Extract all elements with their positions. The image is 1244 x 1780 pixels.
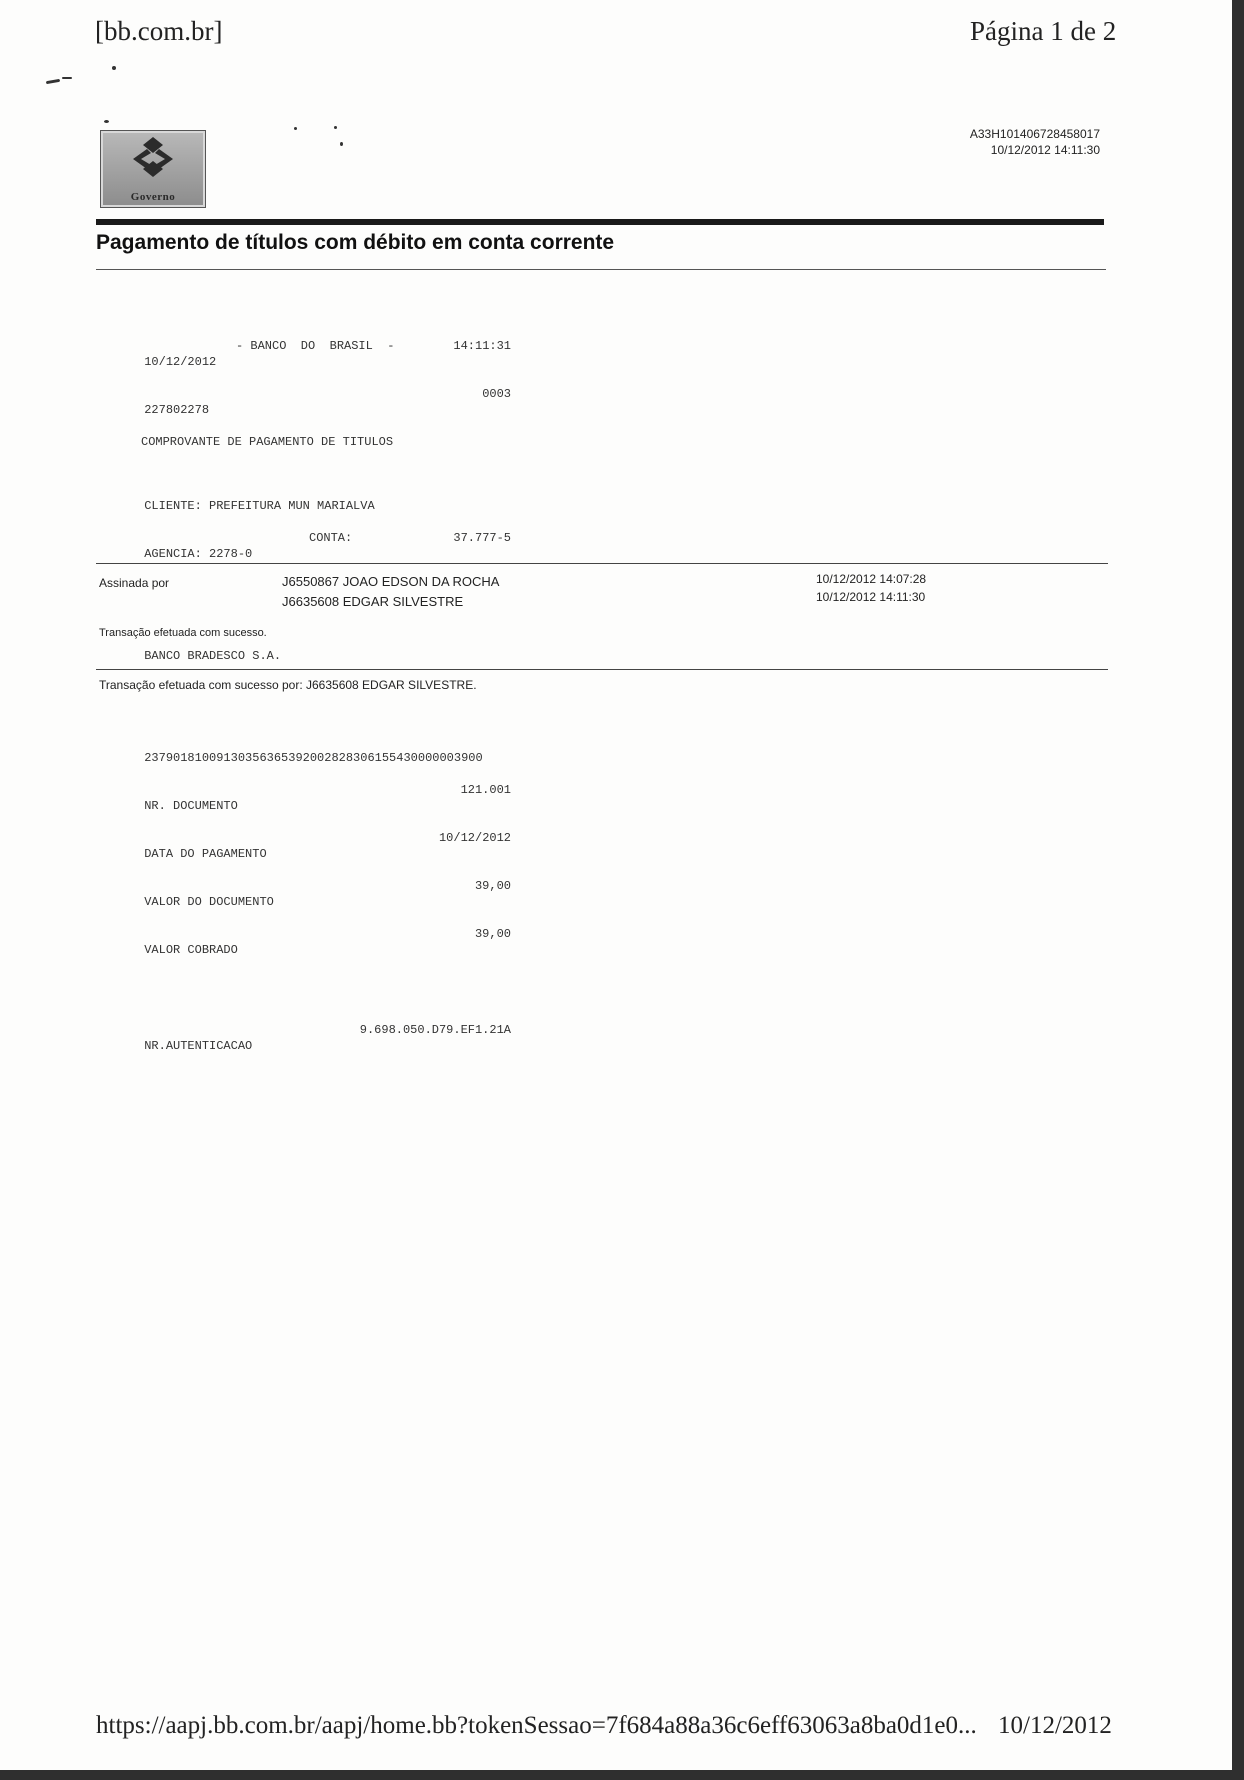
field-value: 39,00 xyxy=(474,879,511,893)
receipt-seq: 0003 xyxy=(482,387,511,401)
scan-edge-bottom xyxy=(0,1770,1244,1780)
receipt-id: 227802278 xyxy=(144,403,210,417)
receipt-account-value: 37.777-5 xyxy=(453,531,511,545)
receipt-field-row xyxy=(101,878,511,909)
scan-speck xyxy=(46,79,60,84)
field-value: 121.001 xyxy=(460,783,511,797)
receipt-row-barcode xyxy=(101,734,511,765)
receipt-client: CLIENTE: PREFEITURA MUN MARIALVA xyxy=(144,499,375,513)
signature-date: 10/12/2012 14:07:28 xyxy=(816,572,927,586)
field-value: 39,00 xyxy=(474,927,511,941)
footer-date: 10/12/2012 xyxy=(998,1712,1112,1739)
site-header: [bb.com.br] xyxy=(95,16,223,46)
status-rule xyxy=(96,669,1108,670)
scan-speck xyxy=(334,126,337,129)
receipt-beneficiary-bank: BANCO BRADESCO S.A. xyxy=(144,649,282,663)
receipt-row-agency xyxy=(101,530,511,561)
receipt-row-client xyxy=(101,482,511,513)
scan-speck xyxy=(104,120,109,123)
receipt-heading: COMPROVANTE DE PAGAMENTO DE TITULOS xyxy=(141,435,394,449)
receipt-date: 10/12/2012 xyxy=(144,355,217,369)
scan-edge-right xyxy=(1232,0,1244,1780)
transaction-status: Transação efetuada com sucesso. xyxy=(99,627,267,639)
auth-value: 9.698.050.D79.EF1.21A xyxy=(359,1023,511,1037)
receipt-time: 14:11:31 xyxy=(453,339,511,353)
receipt-bank-header: - BANCO DO BRASIL - xyxy=(236,339,395,353)
scan-speck xyxy=(112,66,116,70)
title-bottom-rule xyxy=(96,269,1106,270)
transaction-status-by: Transação efetuada com sucesso por: J6635608 EDGAR SILVESTRE. xyxy=(99,678,477,692)
logo-label: Governo xyxy=(130,191,176,203)
receipt-field-row xyxy=(101,782,511,813)
auth-label: NR.AUTENTICACAO xyxy=(144,1039,253,1053)
field-label: NR. DOCUMENTO xyxy=(144,799,238,813)
field-label: VALOR DO DOCUMENTO xyxy=(144,895,274,909)
field-label: VALOR COBRADO xyxy=(144,943,238,957)
reference-datetime: 10/12/2012 14:11:30 xyxy=(990,143,1100,157)
receipt-row-id xyxy=(101,386,511,417)
signature-date: 10/12/2012 14:11:30 xyxy=(816,590,926,604)
signer-list xyxy=(282,572,499,612)
banco-do-brasil-logo-icon xyxy=(129,135,177,179)
footer-url: https://aapj.bb.com.br/aapj/home.bb?tokenSessao=7f684a88a36c6eff63063a8ba0d1e0... xyxy=(96,1712,977,1739)
receipt-row-auth xyxy=(101,1022,511,1053)
signature-top-rule xyxy=(96,563,1108,564)
signer-name: J6635608 EDGAR SILVESTRE xyxy=(282,594,464,609)
title-top-rule xyxy=(96,219,1104,225)
page-title: Pagamento de títulos com débito em conta corrente xyxy=(96,231,615,254)
receipt-double-separator xyxy=(101,974,511,990)
governo-logo xyxy=(100,130,206,208)
receipt-row-heading xyxy=(101,434,511,450)
receipt-agency: AGENCIA: 2278-0 xyxy=(144,547,253,561)
receipt-account-label: CONTA: xyxy=(309,531,353,545)
signer-name: J6550867 JOAO EDSON DA ROCHA xyxy=(282,574,500,589)
reference-code: A33H101406728458017 xyxy=(969,127,1100,141)
field-label: DATA DO PAGAMENTO xyxy=(144,847,267,861)
receipt-field-row xyxy=(101,926,511,957)
scan-speck xyxy=(340,142,343,146)
signature-dates xyxy=(816,570,926,606)
receipt-field-row xyxy=(101,830,511,861)
field-value: 10/12/2012 xyxy=(438,831,511,845)
reference-block xyxy=(970,126,1100,158)
signed-by-label: Assinada por xyxy=(99,576,170,590)
page-number: Página 1 de 2 xyxy=(970,16,1117,46)
receipt-barcode: 23790181009130356365392002828306155430000003900 xyxy=(144,751,483,765)
scan-speck xyxy=(62,77,72,79)
receipt-row-date xyxy=(101,338,511,369)
scan-speck xyxy=(294,127,297,130)
